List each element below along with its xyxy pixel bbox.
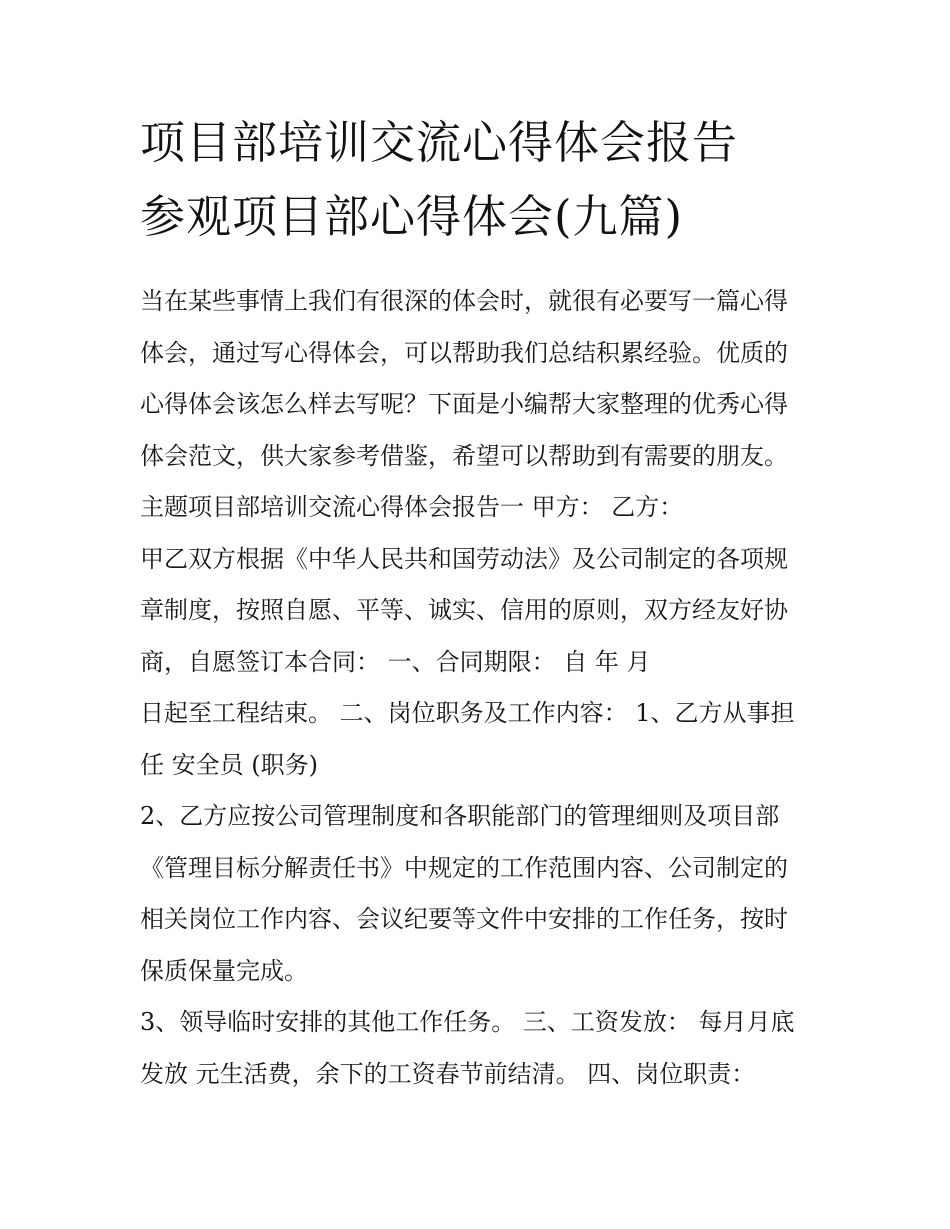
document-body (140, 276, 820, 1100)
body-line: 发放 元生活费，余下的工资春节前结清。 四、岗位职责： (140, 1059, 756, 1088)
body-line: 2、乙方应按公司管理制度和各职能部门的管理细则及项目部 (140, 802, 780, 830)
body-line: 主题项目部培训交流心得体会报告一 甲方： 乙方： (140, 493, 684, 521)
body-line: 心得体会该怎么样去写呢？下面是小编帮大家整理的优秀心得 (140, 390, 788, 418)
body-line: 日起至工程结束。 二、岗位职务及工作内容： 1、乙方从事担 (140, 699, 795, 727)
body-line: 3、领导临时安排的其他工作任务。 三、工资发放： 每月月底 (140, 1008, 795, 1036)
document-title-line-2: 参观项目部心得体会(九篇) (140, 190, 684, 243)
document-title-line-1: 项目部培训交流心得体会报告 (140, 116, 739, 169)
body-line: 当在某些事情上我们有很深的体会时，就很有必要写一篇心得 (140, 287, 788, 315)
body-line: 章制度，按照自愿、平等、诚实、信用的原则，双方经友好协 (140, 596, 788, 624)
body-line: 《管理目标分解责任书》中规定的工作范围内容、公司制定的 (140, 853, 788, 882)
body-line: 商，自愿签订本合同： 一、合同期限： 自 年 月 (140, 647, 651, 676)
body-line: 甲乙双方根据《中华人民共和国劳动法》及公司制定的各项规 (140, 544, 788, 573)
body-line: 体会，通过写心得体会，可以帮助我们总结积累经验。优质的 (140, 338, 788, 367)
body-line: 保质保量完成。 (140, 956, 308, 985)
body-line: 相关岗位工作内容、会议纪要等文件中安排的工作任务，按时 (140, 905, 788, 933)
body-line: 体会范文，供大家参考借鉴，希望可以帮助到有需要的朋友。 (140, 441, 788, 470)
body-line: 任 安全员 (职务) (140, 750, 318, 779)
